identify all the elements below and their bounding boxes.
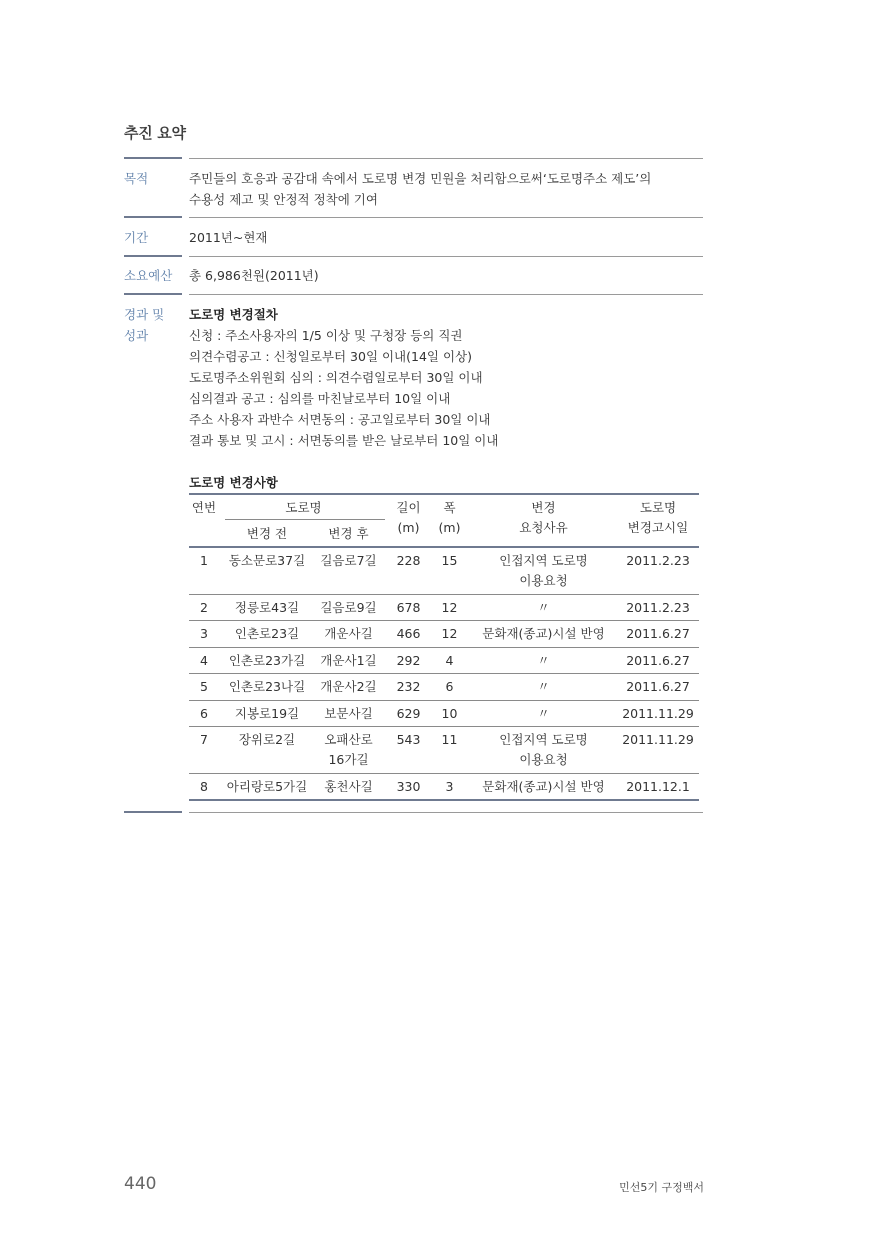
divider [124, 293, 182, 295]
cell-no: 1 [200, 553, 208, 568]
cell-reason: 인접지역 도로명 [499, 553, 588, 568]
cell-no: 3 [200, 626, 208, 641]
row-divider [189, 647, 699, 648]
cell-date: 2011.11.29 [622, 732, 694, 747]
table-header-border [189, 546, 699, 548]
header-before: 변경 전 [246, 526, 288, 541]
cell-no: 8 [200, 779, 208, 794]
header-reason-1: 변경 [531, 500, 556, 515]
cell-before: 아리랑로5가길 [226, 779, 308, 794]
cell-after-2: 16가길 [328, 752, 369, 767]
divider [189, 158, 703, 159]
cell-width: 11 [441, 732, 458, 747]
procedure-step: 의견수렴공고 : 신청일로부터 30일 이내(14일 이상) [189, 349, 472, 364]
cell-reason: 문화재(종교)시설 반영 [482, 779, 605, 794]
cell-reason-2: 이용요청 [519, 573, 568, 588]
divider [124, 157, 182, 159]
cell-width: 10 [441, 706, 458, 721]
cell-date: 2011.2.23 [626, 600, 690, 615]
header-date-2: 변경고시일 [627, 520, 689, 535]
row-divider [189, 726, 699, 727]
cell-length: 543 [396, 732, 421, 747]
cell-length: 228 [396, 553, 421, 568]
cell-date: 2011.11.29 [622, 706, 694, 721]
procedure-title: 도로명 변경절차 [189, 307, 278, 322]
cell-no: 7 [200, 732, 208, 747]
cell-width: 12 [441, 626, 458, 641]
cell-date: 2011.6.27 [626, 653, 690, 668]
book-title: 민선5기 구정백서 [619, 1181, 704, 1194]
cell-no: 2 [200, 600, 208, 615]
header-date-1: 도로명 [639, 500, 677, 515]
divider [189, 217, 703, 218]
divider [124, 811, 182, 813]
cell-after: 오패산로 [324, 732, 373, 747]
cell-date: 2011.6.27 [626, 679, 690, 694]
cell-before: 동소문로37길 [228, 553, 306, 568]
header-length-2: (m) [397, 520, 420, 535]
page-number: 440 [124, 1174, 157, 1194]
row-label-budget: 소요예산 [124, 268, 173, 283]
cell-before: 정릉로43길 [234, 600, 300, 615]
row-label-purpose: 목적 [124, 171, 149, 186]
cell-length: 678 [396, 600, 421, 615]
cell-no: 6 [200, 706, 208, 721]
cell-before: 지봉로19길 [234, 706, 300, 721]
cell-length: 292 [396, 653, 421, 668]
cell-date: 2011.6.27 [626, 626, 690, 641]
cell-length: 232 [396, 679, 421, 694]
cell-length: 330 [396, 779, 421, 794]
cell-width: 4 [445, 653, 454, 668]
cell-reason: 〃 [537, 679, 550, 694]
cell-width: 3 [445, 779, 454, 794]
divider [124, 216, 182, 218]
cell-after: 개운사길 [324, 626, 373, 641]
divider [189, 812, 703, 813]
divider [189, 256, 703, 257]
cell-after: 보문사길 [324, 706, 373, 721]
cell-width: 6 [445, 679, 454, 694]
cell-before: 인촌로23나길 [228, 679, 306, 694]
cell-reason: 〃 [537, 600, 550, 615]
cell-before: 인촌로23길 [234, 626, 300, 641]
row-label-results-2: 성과 [124, 328, 149, 343]
header-no: 연번 [191, 500, 217, 515]
table-top-border [189, 493, 699, 495]
procedure-step: 도로명주소위원회 심의 : 의견수렴일로부터 30일 이내 [189, 370, 483, 385]
cell-after: 개운사2길 [320, 679, 377, 694]
row-label-results-1: 경과 및 [124, 307, 165, 322]
cell-no: 5 [200, 679, 208, 694]
cell-width: 15 [441, 553, 458, 568]
cell-reason: 〃 [537, 653, 550, 668]
header-reason-2: 요청사유 [519, 520, 568, 535]
cell-reason: 문화재(종교)시설 반영 [482, 626, 605, 641]
header-road: 도로명 [285, 500, 322, 515]
header-divider [225, 519, 385, 520]
cell-width: 12 [441, 600, 458, 615]
cell-reason-2: 이용요청 [519, 752, 568, 767]
row-label-period: 기간 [124, 230, 149, 245]
header-length-1: 길이 [396, 500, 421, 515]
row-divider [189, 700, 699, 701]
procedure-step: 주소 사용자 과반수 서면동의 : 공고일로부터 30일 이내 [189, 412, 491, 427]
divider [124, 255, 182, 257]
cell-length: 629 [396, 706, 421, 721]
section-title: 추진 요약 [124, 124, 186, 142]
row-divider [189, 594, 699, 595]
purpose-line-1: 주민들의 호응과 공감대 속에서 도로명 변경 민원을 처리함으로써‘도로명주소 제도’의 [189, 171, 652, 186]
cell-date: 2011.2.23 [626, 553, 690, 568]
cell-after: 길음로7길 [320, 553, 377, 568]
purpose-line-2: 수용성 제고 및 안정적 정착에 기여 [189, 192, 378, 207]
divider [189, 294, 703, 295]
cell-after: 홍천사길 [324, 779, 373, 794]
table-bottom-border [189, 799, 699, 801]
period-value: 2011년~현재 [189, 230, 268, 245]
header-after: 변경 후 [328, 526, 369, 541]
cell-date: 2011.12.1 [626, 779, 690, 794]
cell-reason: 〃 [537, 706, 550, 721]
procedure-step: 심의결과 공고 : 심의를 마친날로부터 10일 이내 [189, 391, 451, 406]
procedure-step: 결과 통보 및 고시 : 서면동의를 받은 날로부터 10일 이내 [189, 433, 499, 448]
header-width-2: (m) [438, 520, 461, 535]
cell-after: 길음로9길 [320, 600, 377, 615]
cell-after: 개운사1길 [320, 653, 377, 668]
row-divider [189, 620, 699, 621]
procedure-step: 신청 : 주소사용자의 1/5 이상 및 구청장 등의 직권 [189, 328, 463, 343]
cell-before: 장위로2길 [238, 732, 296, 747]
header-width-1: 폭 [443, 500, 456, 515]
budget-value: 총 6,986천원(2011년) [189, 268, 319, 283]
row-divider [189, 773, 699, 774]
cell-before: 인촌로23가길 [228, 653, 306, 668]
table-title: 도로명 변경사항 [189, 475, 278, 490]
cell-no: 4 [200, 653, 208, 668]
row-divider [189, 673, 699, 674]
cell-reason: 인접지역 도로명 [499, 732, 588, 747]
cell-length: 466 [396, 626, 421, 641]
